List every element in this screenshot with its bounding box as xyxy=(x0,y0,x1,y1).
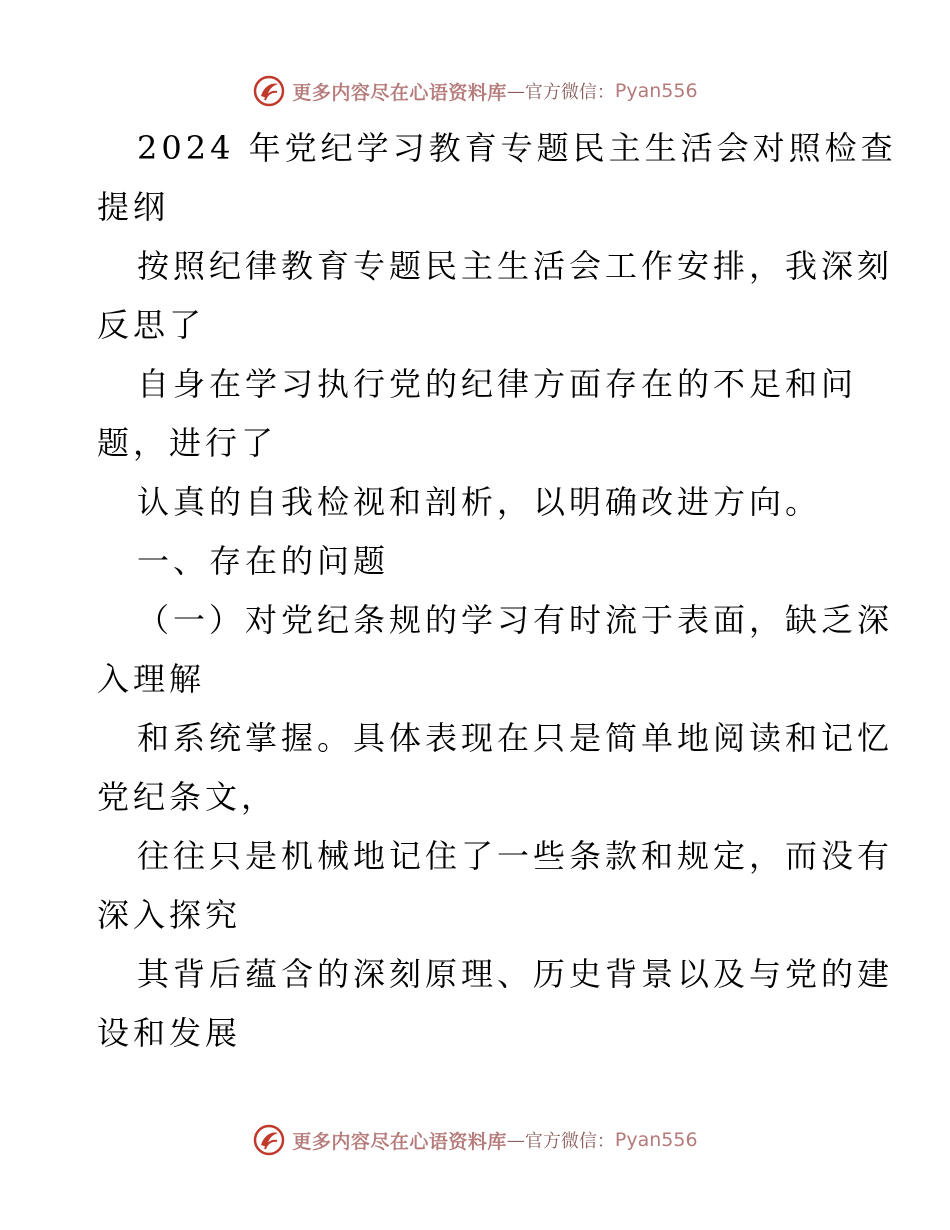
watermark-main-text: 更多内容尽在心语资料库 xyxy=(292,1130,507,1153)
watermark-separator: — xyxy=(506,1129,525,1151)
footer-watermark xyxy=(0,1120,950,1160)
paragraph-line: 反思了 xyxy=(97,306,206,344)
header-watermark xyxy=(0,71,950,111)
paragraph-line: 设和发展 xyxy=(97,1014,242,1052)
watermark-wechat-id: Pyan556 xyxy=(614,1129,698,1151)
section-heading: 一、存在的问题 xyxy=(137,542,390,580)
document-title-line: 2024 年党纪学习教育专题民主生活会对照检查 xyxy=(137,129,897,167)
paragraph-line: 自身在学习执行党的纪律方面存在的不足和问 xyxy=(137,365,858,403)
paragraph-line: 往往只是机械地记住了一些条款和规定，而没有 xyxy=(137,837,894,875)
paragraph-line: 和系统掌握。具体表现在只是简单地阅读和记忆 xyxy=(137,719,894,757)
paragraph-line: 按照纪律教育专题民主生活会工作安排，我深刻 xyxy=(137,247,894,285)
paragraph-line: 认真的自我检视和剖析，以明确改进方向。 xyxy=(137,483,822,521)
paragraph-line: 其背后蕴含的深刻原理、历史背景以及与党的建 xyxy=(137,955,894,993)
watermark-sub-text: 官方微信： xyxy=(524,1131,615,1152)
paragraph-line: 深入探究 xyxy=(97,896,242,934)
subsection-heading: （一）对党纪条规的学习有时流于表面，缺乏深 xyxy=(137,601,894,639)
paragraph-line: 党纪条文， xyxy=(97,778,278,816)
flame-swirl-logo-icon xyxy=(252,1123,286,1157)
watermark-separator: — xyxy=(506,80,525,102)
document-title-line: 提纲 xyxy=(97,188,170,226)
paragraph-line: 题，进行了 xyxy=(97,424,278,462)
flame-swirl-logo-icon xyxy=(252,74,286,108)
watermark-sub-text: 官方微信： xyxy=(524,82,615,103)
watermark-wechat-id: Pyan556 xyxy=(614,80,698,102)
document-body xyxy=(97,119,897,1063)
paragraph-line: 入理解 xyxy=(97,660,206,698)
watermark-main-text: 更多内容尽在心语资料库 xyxy=(292,81,507,104)
